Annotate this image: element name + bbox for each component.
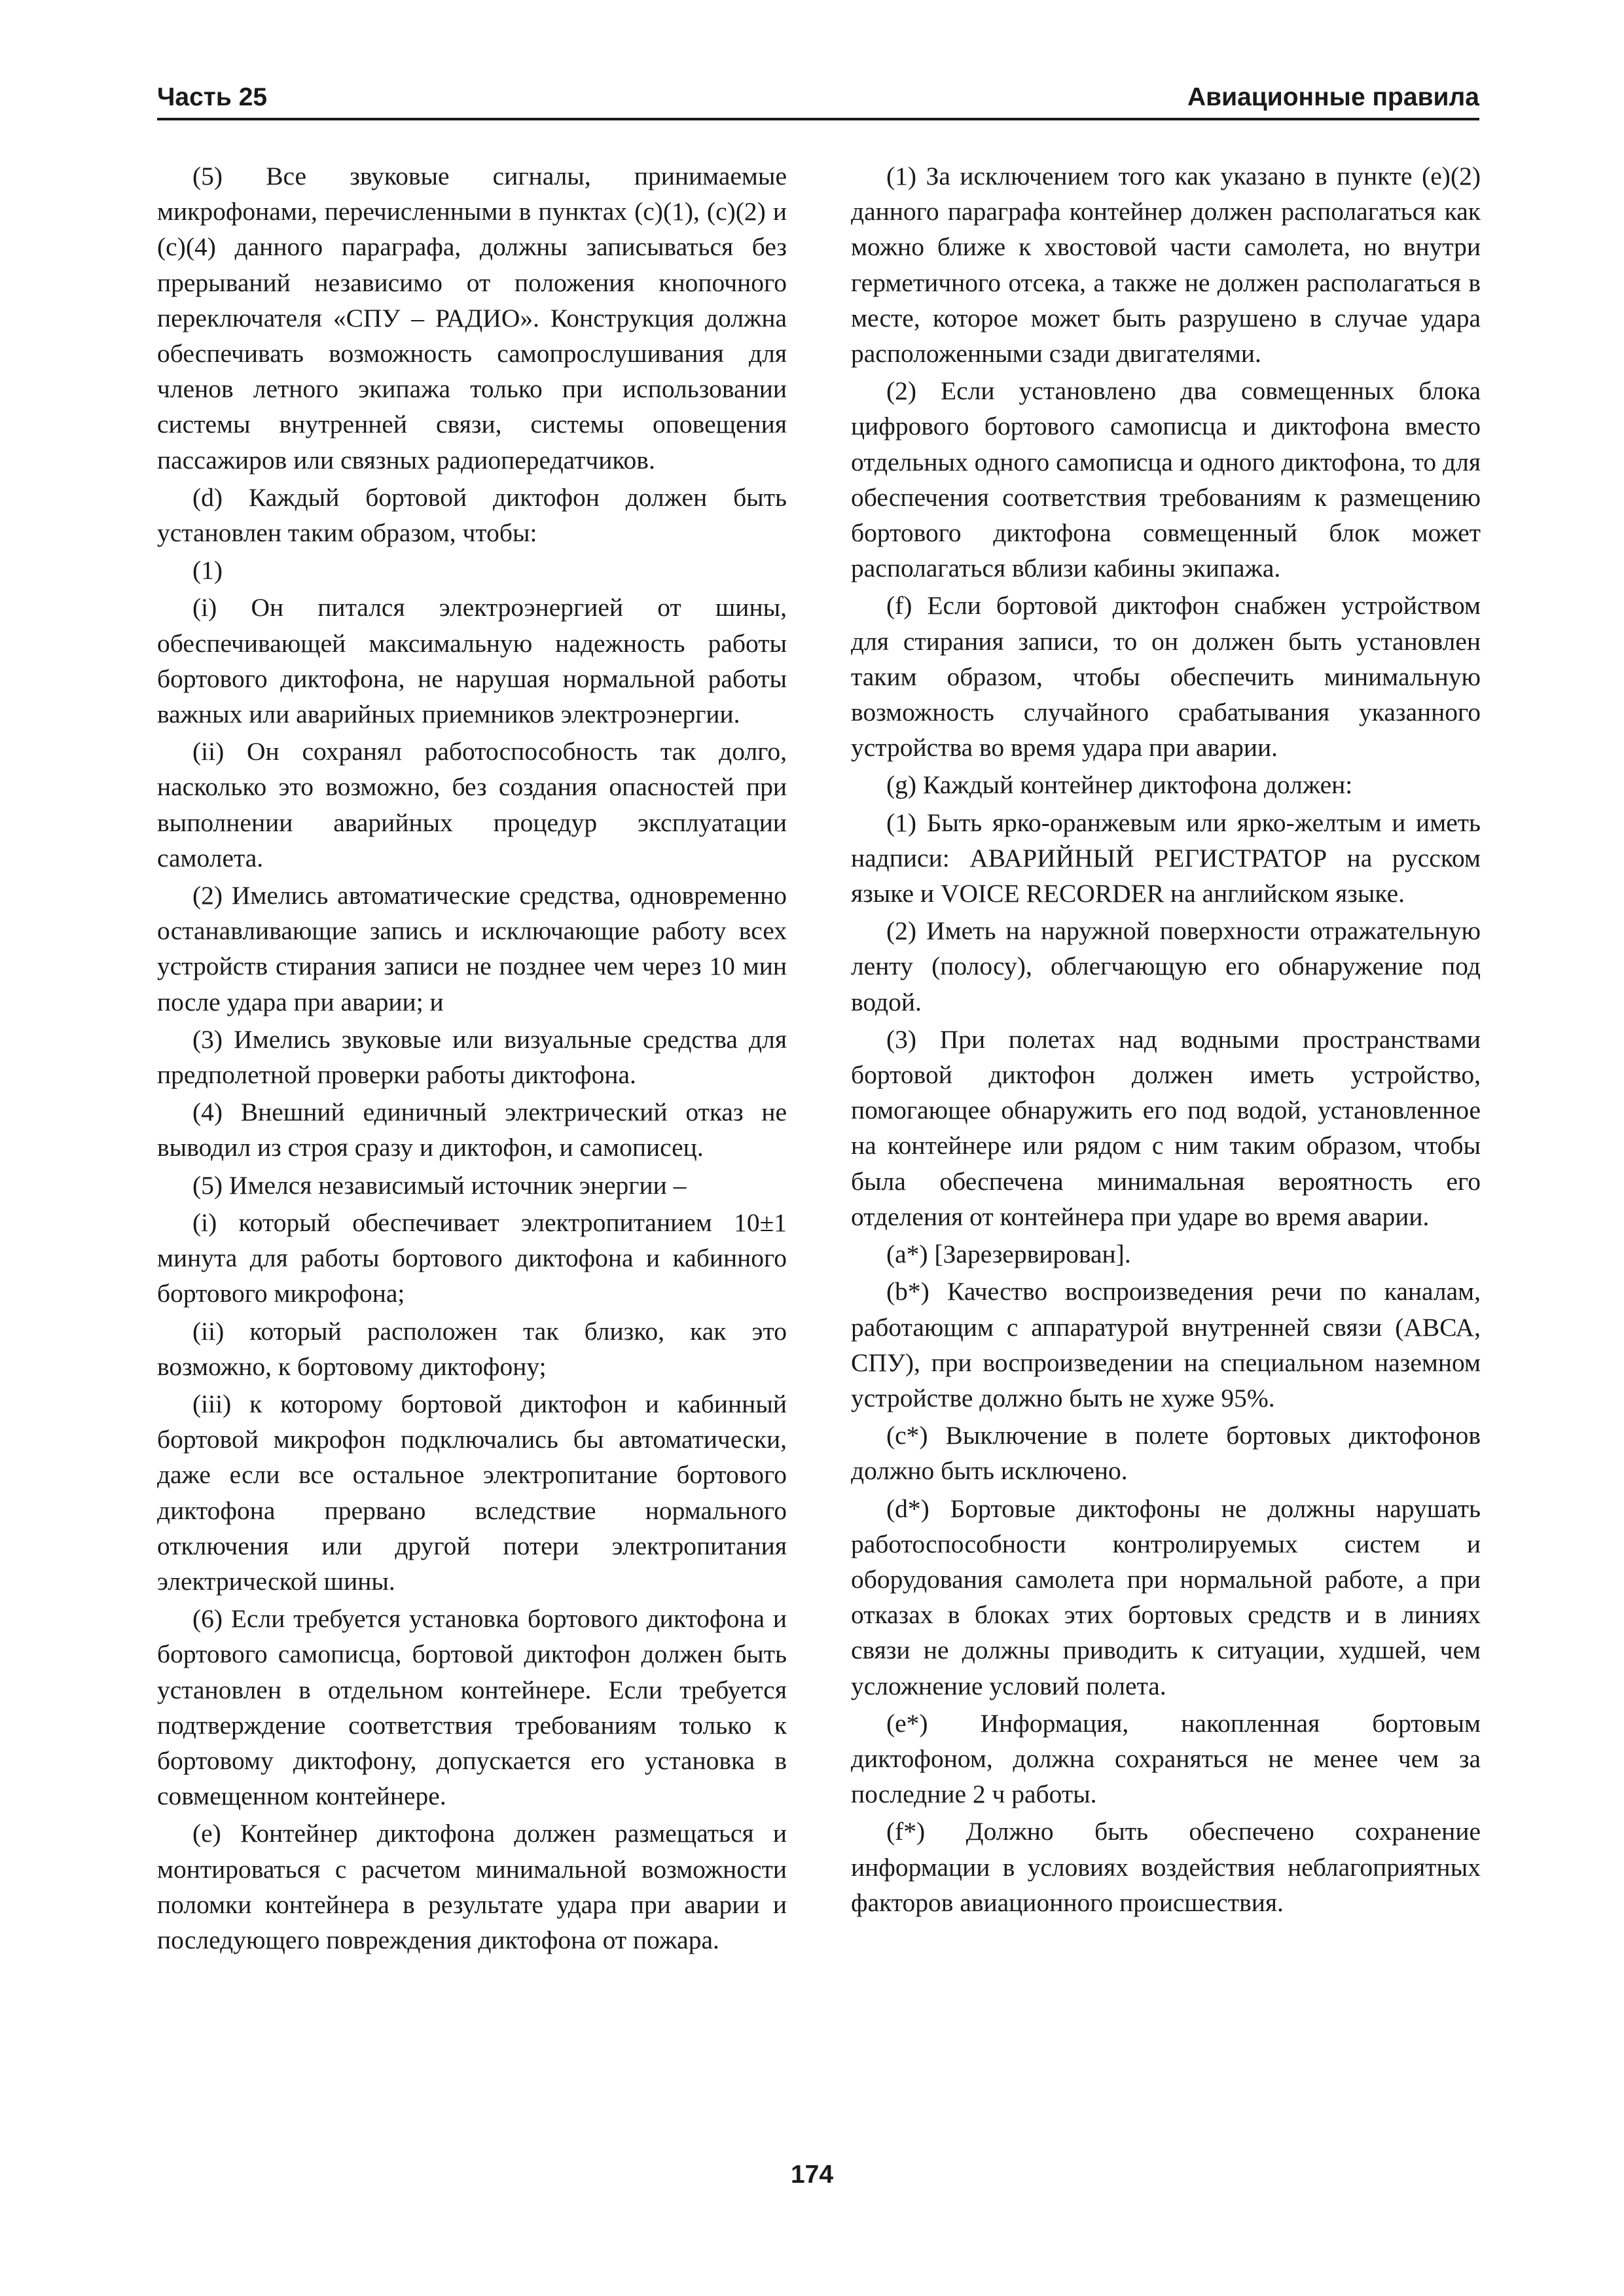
paragraph: (iii) к которому бортовой диктофон и кабинный бортовой микрофон подключались бы автоматически, даже если все остальное электропитание бортового диктофона прервано вследствие нормального отключения или другой потери электропитания электрической шины. — [157, 1389, 787, 1596]
paragraph: (1) За исключением того как указано в пункте (e)(2) данного параграфа контейнер должен располагаться как можно ближе к хвостовой части самолета, но внутри герметичного отсека, а также не должен располагаться в месте, которое может быть разрушено в случае удара расположенными сзади двигателями. — [851, 162, 1481, 368]
header-title: Авиационные правила — [1187, 83, 1479, 111]
paragraph: (2) Иметь на наружной поверхности отражательную ленту (полосу), облегчающую его обнаружение под водой. — [851, 916, 1481, 1016]
paragraph: (3) При полетах над водными пространствами бортовой диктофон должен иметь устройство, помогающее обнаружить его под водой, установленное на контейнере или рядом с ним таким образом, чтобы была обеспечена минимальная вероятность его отделения от контейнера при ударе во время аварии. — [851, 1024, 1481, 1231]
header-part-label: Часть 25 — [157, 83, 268, 111]
page-footer — [0, 2159, 1624, 2191]
left-column — [157, 158, 787, 1960]
paragraph: (e) Контейнер диктофона должен размещаться и монтироваться с расчетом минимальной возможности поломки контейнера в результате удара при аварии и последующего повреждения диктофона от пожара. — [157, 1819, 787, 1954]
paragraph: (4) Внешний единичный электрический отказ не выводил из строя сразу и диктофон, и самописец. — [157, 1098, 787, 1162]
paragraph: (ii) который расположен так близко, как это возможно, к бортовому диктофону; — [157, 1316, 787, 1381]
paragraph: (a*) [Зарезервирован]. — [886, 1240, 1131, 1269]
paragraph: (6) Если требуется установка бортового диктофона и бортового самописца, бортовой диктофон должен быть установлен в отдельном контейнере. Если требуется подтверждение соответствия требованиям только к бортовому диктофону, допускается его установка в совмещенном контейнере. — [157, 1604, 787, 1811]
paragraph: (b*) Качество воспроизведения речи по каналам, работающим с аппаратурой внутренней связи (АВСА, СПУ), при воспроизведении на специальном наземном устройстве должно быть не хуже 95%. — [851, 1277, 1481, 1412]
paragraph: (2) Если установлено два совмещенных блока цифрового бортового самописца и диктофона вместо отдельных одного самописца и одного диктофона, то для обеспечения соответствия требованиям к размещению бортового диктофона совмещенный блок может располагаться вблизи кабины экипажа. — [851, 376, 1481, 583]
paragraph: (ii) Он сохранял работоспособность так долго, насколько это возможно, без создания опасностей при выполнении аварийных процедур эксплуатации самолета. — [157, 737, 787, 872]
paragraph: (i) который обеспечивает электропитанием 10±1 минута для работы бортового диктофона и кабинного бортового микрофона; — [157, 1208, 787, 1308]
paragraph: (i) Он питался электроэнергией от шины, обеспечивающей максимальную надежность работы бортового диктофона, не нарушая нормальной работы важных или аварийных приемников электроэнергии. — [157, 593, 787, 729]
paragraph: (f*) Должно быть обеспечено сохранение информации в условиях воздействия неблагоприятных факторов авиационного происшествия. — [851, 1817, 1481, 1917]
paragraph: (1) Быть ярко-оранжевым или ярко-желтым и иметь надписи: АВАРИЙНЫЙ РЕГИСТРАТОР на русском языке и VOICE RECORDER на английском языке. — [851, 808, 1481, 908]
paragraph: (3) Имелись звуковые или визуальные средства для предполетной проверки работы диктофона. — [157, 1024, 787, 1090]
page-number: 174 — [790, 2161, 834, 2189]
paragraph: (e*) Информация, накопленная бортовым диктофоном, должна сохраняться не менее чем за последние 2 ч работы. — [851, 1708, 1481, 1809]
paragraph: (g) Каждый контейнер диктофона должен: — [886, 770, 1353, 800]
page-header — [157, 77, 1479, 120]
paragraph: (5) Все звуковые сигналы, принимаемые микрофонами, перечисленными в пунктах (c)(1), (c)(2) и (c)(4) данного параграфа, должны записываться без прерываний независимо от положения кнопочного переключателя «СПУ – РАДИО». Конструкция должна обеспечивать возможность самопрослушивания для членов летного экипажа только при использовании системы внутренней связи, системы оповещения пассажиров или связных радиопередатчиков. — [157, 162, 787, 475]
paragraph: (5) Имелся независимый источник энергии – — [192, 1170, 687, 1200]
paragraph: (d) Каждый бортовой диктофон должен быть установлен таким образом, чтобы: — [157, 482, 787, 548]
paragraph: (1) — [192, 556, 223, 585]
paragraph: (c*) Выключение в полете бортовых диктофонов должно быть исключено. — [851, 1421, 1481, 1486]
right-column — [851, 158, 1481, 1922]
paragraph: (f) Если бортовой диктофон снабжен устройством для стирания записи, то он должен быть установлен таким образом, чтобы обеспечить минимальную возможность случайного срабатывания указанного устройства во время удара при аварии. — [851, 591, 1481, 762]
paragraph: (d*) Бортовые диктофоны не должны нарушать работоспособности контролируемых систем и оборудования самолета при нормальной работе, а при отказах в блоках этих бортовых средств и в линиях связи не должны приводить к ситуации, худшей, чем усложнение условий полета. — [851, 1494, 1481, 1700]
paragraph: (2) Имелись автоматические средства, одновременно останавливающие запись и исключающие работу всех устройств стирания записи не позднее чем через 10 мин после удара при аварии; и — [157, 881, 787, 1016]
